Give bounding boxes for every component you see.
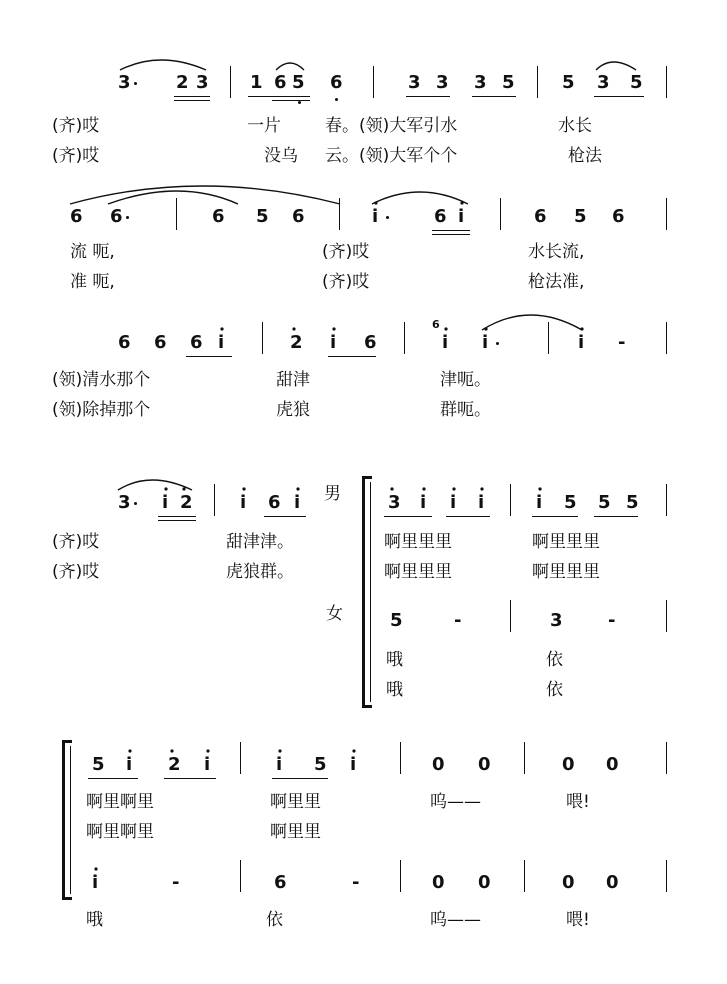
- note: 6: [612, 206, 625, 227]
- lyric-line-1: 哦: [386, 650, 403, 670]
- note: i: [294, 492, 301, 513]
- note: 3: [474, 72, 487, 93]
- note: 5: [630, 72, 643, 93]
- note: 3: [597, 72, 610, 93]
- lyric-line-2: 依: [546, 680, 563, 700]
- note: 0: [478, 754, 491, 775]
- note: i: [536, 492, 543, 513]
- note: 6: [274, 872, 287, 893]
- note: 6: [154, 332, 167, 353]
- note: 2: [290, 332, 303, 353]
- lyric-line-1: 甜津津。: [226, 532, 294, 552]
- lyric-line-2: 啊里里里: [532, 562, 600, 582]
- lyric-line-2: (领)除掉那个: [52, 400, 151, 420]
- lyric-line-2: 准 呃,: [70, 272, 115, 292]
- note: i: [478, 492, 485, 513]
- note: 5: [562, 72, 575, 93]
- note: 6: [274, 72, 287, 93]
- note: 5: [598, 492, 611, 513]
- lyric-line-1: 啊里里: [270, 792, 321, 812]
- lyric-line-1: 依: [266, 910, 283, 930]
- lyric-line-2: 啊里里: [270, 822, 321, 842]
- note: 6: [70, 206, 83, 227]
- voice-label-female: 女: [326, 604, 343, 624]
- note: 1: [250, 72, 263, 93]
- lyric-line-1: 依: [546, 650, 563, 670]
- note: 5: [564, 492, 577, 513]
- note: 6: [364, 332, 377, 353]
- note: 6: [212, 206, 225, 227]
- note: i: [482, 332, 489, 353]
- note: 5: [626, 492, 639, 513]
- note: -: [454, 610, 462, 631]
- note: i: [330, 332, 337, 353]
- note: i: [578, 332, 585, 353]
- note: 3: [118, 72, 131, 93]
- lyric-line-1: 哦: [86, 910, 103, 930]
- note: i: [458, 206, 465, 227]
- note: 6: [118, 332, 131, 353]
- lyric-line-1: (齐)哎: [52, 116, 100, 136]
- lyric-line-2: 哦: [386, 680, 403, 700]
- lyric-line-1: 流 呃,: [70, 242, 115, 262]
- note: 2: [168, 754, 181, 775]
- note: 5: [92, 754, 105, 775]
- note: -: [618, 332, 626, 353]
- note: 6: [292, 206, 305, 227]
- note: 6: [268, 492, 281, 513]
- note: 3: [408, 72, 421, 93]
- lyric-line-2: (齐)哎: [52, 562, 100, 582]
- note: 6: [190, 332, 203, 353]
- note: -: [352, 872, 360, 893]
- lyric-line-1: (领)清水那个: [52, 370, 151, 390]
- note: 0: [432, 872, 445, 893]
- note: 3: [118, 492, 131, 513]
- lyric-line-1: 甜津: [276, 370, 310, 390]
- note: 6: [534, 206, 547, 227]
- note: 5: [390, 610, 403, 631]
- note: -: [608, 610, 616, 631]
- lyric-line-1: 喂!: [566, 792, 590, 812]
- note: i: [442, 332, 449, 353]
- note: -: [172, 872, 180, 893]
- note: 0: [562, 872, 575, 893]
- lyric-line-1: 春。(领)大军引水: [325, 116, 458, 136]
- grace-note: 6: [432, 318, 440, 331]
- note: 6: [330, 72, 343, 93]
- note: i: [372, 206, 379, 227]
- note: i: [162, 492, 169, 513]
- note: 5: [574, 206, 587, 227]
- lyric-line-2: 虎狼: [276, 400, 310, 420]
- lyric-line-1: 一片: [247, 116, 281, 136]
- note: 3: [550, 610, 563, 631]
- note: 0: [478, 872, 491, 893]
- note: 3: [388, 492, 401, 513]
- note: i: [204, 754, 211, 775]
- lyric-line-1: 啊里里里: [384, 532, 452, 552]
- lyric-line-2: 枪法: [568, 146, 602, 166]
- note: i: [92, 872, 99, 893]
- note: i: [218, 332, 225, 353]
- note: 6: [110, 206, 123, 227]
- note: i: [276, 754, 283, 775]
- lyric-line-2: 云。(领)大军个个: [325, 146, 458, 166]
- note: i: [350, 754, 357, 775]
- lyric-line-1: 津呃。: [440, 370, 491, 390]
- note: 2: [180, 492, 193, 513]
- lyric-line-1: 啊里啊里: [86, 792, 154, 812]
- lyric-line-1: 呜——: [430, 792, 481, 812]
- note: 0: [562, 754, 575, 775]
- lyric-line-1: 水长: [558, 116, 592, 136]
- note: 0: [606, 872, 619, 893]
- lyric-line-2: 枪法准,: [528, 272, 585, 292]
- note: 0: [432, 754, 445, 775]
- note: 3: [196, 72, 209, 93]
- note: i: [450, 492, 457, 513]
- lyric-line-1: 啊里里里: [532, 532, 600, 552]
- lyric-line-2: 群呃。: [440, 400, 491, 420]
- lyric-line-2: (齐)哎: [322, 272, 370, 292]
- note: 5: [502, 72, 515, 93]
- note: 5: [314, 754, 327, 775]
- lyric-line-1: 呜——: [430, 910, 481, 930]
- note: 6: [434, 206, 447, 227]
- lyric-line-2: 没乌: [264, 146, 298, 166]
- note: 5: [256, 206, 269, 227]
- lyric-line-1: (齐)哎: [322, 242, 370, 262]
- note: i: [420, 492, 427, 513]
- lyric-line-1: (齐)哎: [52, 532, 100, 552]
- note: i: [240, 492, 247, 513]
- voice-label-male: 男: [324, 484, 341, 504]
- note: 0: [606, 754, 619, 775]
- lyric-line-1: 喂!: [566, 910, 590, 930]
- note: i: [126, 754, 133, 775]
- note: 5: [292, 72, 305, 93]
- lyric-line-2: 啊里里里: [384, 562, 452, 582]
- lyric-line-2: 啊里啊里: [86, 822, 154, 842]
- note: 2: [176, 72, 189, 93]
- lyric-line-2: 虎狼群。: [226, 562, 294, 582]
- note: 3: [436, 72, 449, 93]
- lyric-line-1: 水长流,: [528, 242, 585, 262]
- lyric-line-2: (齐)哎: [52, 146, 100, 166]
